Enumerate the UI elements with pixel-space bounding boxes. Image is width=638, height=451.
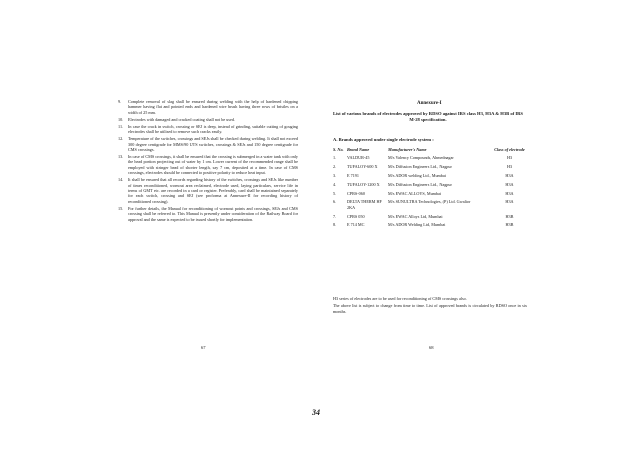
table-row: 3. E 7191 M/s ADOR welding Ltd., Mumbai H3A — [333, 173, 514, 178]
right-page — [319, 0, 638, 451]
page-number: 67 — [201, 345, 206, 350]
list-item: 13. In case of CMS crossings, it shall be ensured that the crossing is submerged in a water tank with only the head portion projecting out of water by 1 cm. Lower current of the recommended range shall be employed with stringer bead of shorter length, say 7 cm, deposited at a time. In case of CMS crossings, electrodes should be connected to positive polarity to reduce heat input. — [118, 154, 298, 176]
table-row: 8. E 714 MC M/s ADOR Welding Ltd, Mumbai H3B — [333, 222, 514, 228]
electrode-table — [333, 147, 527, 231]
list-item: 11. In case the crack in switch, crossing or SEJ is deep, instead of grinding, suitable cutting of gouging electrodes shall be utilised to remove such cracks easily. — [118, 123, 298, 135]
table-header — [333, 147, 527, 152]
list-item: 14. It shall be ensured that all records regarding history of the switches, crossings and SEJs like number of times reconditioned, wornout area reclaimed, electrode used, laying particulars, service life in terms of GMT etc. are recorded in a card or register. Preferably, card shall be maintained separately for each switch, crossing and SEJ (see proforma at Annexure-II for recording history of reconditioned crossing). — [118, 177, 298, 204]
list-item: 15. For further details, the Manual for reconditioning of wornout points and crossings, SEJs and CMS crossing shall be referred to. This Manual is presently under consideration of the Railway Board for approval and the same is expected to be issued shortly for implementation. — [118, 205, 298, 222]
header-sno: S. No. — [333, 147, 344, 152]
annexure-title: List of various brands of electrodes approved by RDSO against IRS class H3, H3A & H3B of IRS M-28 specification. — [333, 111, 523, 122]
list-item: 10. Electrodes with damaged and cracked coating shall not be used. — [118, 116, 235, 122]
table-row: 2. TUFALOY-600 X M/s Diffusion Engineers Ltd., Nagpur H3 — [333, 164, 513, 170]
note: H3 series of electrodes are to be used for reconditioning of CMS crossings also. — [333, 296, 467, 301]
instruction-list — [118, 99, 298, 224]
table-row: 4. TUFALOY-1200 X M/s Diffusion Engineers Ltd., Nagpur H3A — [333, 181, 514, 187]
sheet-number: 34 — [312, 408, 320, 417]
header-manufacturer: Manufacturer's Name — [388, 147, 427, 152]
table-row: 7. CPRS 050 M/s EWAC Alloys Ltd, Mumbai H3B — [333, 213, 514, 219]
note: The above list is subject to change from time to time. List of approved brands is circulated by RDSO once in six months. — [333, 303, 527, 314]
table-row: 6. DELTA THERM HF 2KA M/s SUNULTRA Technologies, (P) Ltd. Gwalior H3A — [333, 199, 514, 210]
notes — [333, 296, 527, 316]
annexure-heading: Annexure-I — [417, 101, 442, 106]
table-row: 1. VALDUR-45 M/s Valency Compounds, Ahmednagar H3 — [333, 155, 513, 161]
table-row: 5. CPRS-060 M/s EWAC ALLOYS, Mumbai H3A — [333, 190, 514, 196]
page-number: 68 — [429, 345, 434, 350]
list-item: 12. Temperature of the switches, crossings and SEJs shall be checked during welding. It shall not exceed 300 degree centigrade for MMS/90 UTS switches, crossings & SEJs and 150 degree centigrade for CMS crossings. — [118, 136, 298, 153]
section-subheading: A. Brands approved under single electrode system : — [333, 137, 434, 142]
header-brand: Brand Name — [347, 147, 370, 152]
header-class: Class of electrode — [494, 147, 525, 152]
list-item: 9. Complete removal of slag shall be ensured during welding with the help of hardened chipping hammer having flat and pointed ends and hardened wire brush having three rows of bristles on a width of 25 mm. — [118, 99, 298, 115]
